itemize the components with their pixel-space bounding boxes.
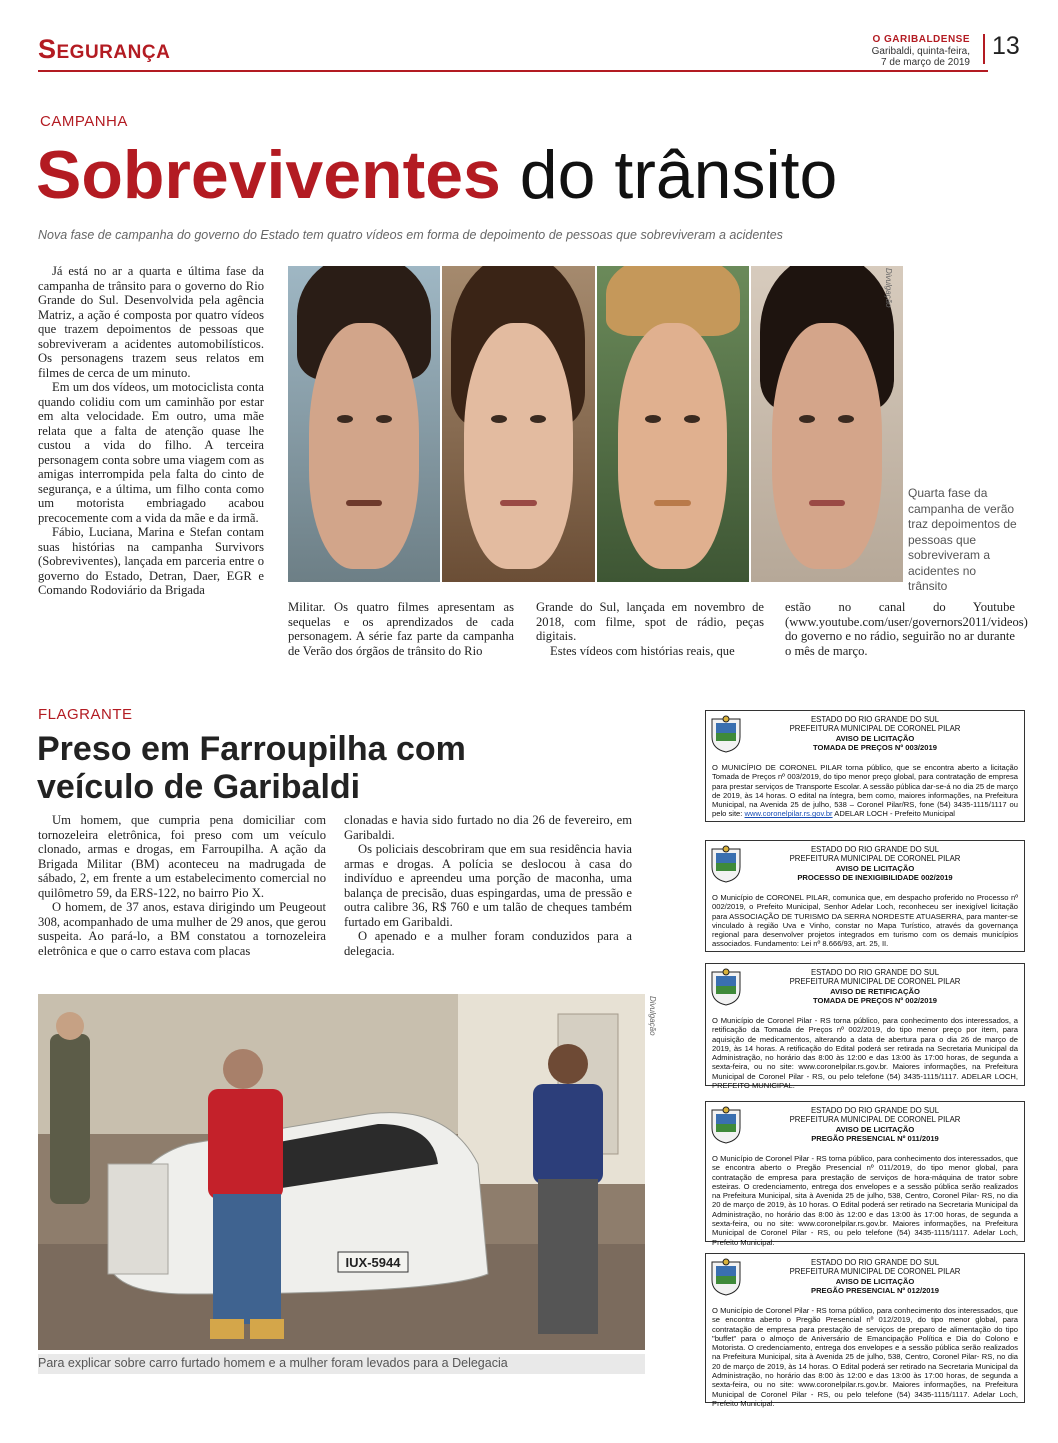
- notice-body: O Município de Coronel Pilar - RS torna público, para conhecimento dos interessados, a retificação da Tomada de Preços nº 002/2019, do tipo menor preço por item, para aquisição de medicamentos, alterando a data de abertura para o dia 26 de março de 2019, às 14 horas. A retificação do Edital poderá ser retirada na Secretaria Municipal da Administração, no horário das 8:00 às 12:00 e das 13:00 às 17:00 horas, de segunda a sexta-feira, ou no site: www.coronelpilar.rs.gov.br. Maiores informações, na Prefeitura Municipal de Coronel Pilar - RS, ou pelo telefone (54) 3435-1115/1117. ADELAR LOCH, PREFEITO MUNICIPAL.: [712, 1016, 1018, 1091]
- story2-headline: Preso em Farroupilha com veículo de Garibaldi: [37, 730, 466, 806]
- section-title: Segurança: [38, 34, 171, 64]
- notice-pregao-011: [705, 1101, 1025, 1247]
- notice-subtitle: TOMADA DE PREÇOS Nº 003/2019: [813, 742, 937, 752]
- story1-column-1: [38, 264, 264, 598]
- story1-subhead: Nova fase de campanha do governo do Estado tem quatro vídeos em forma de depoimento de pessoas que sobreviveram a acidentes: [38, 228, 783, 242]
- notice-prefecture: PREFEITURA MUNICIPAL DE CORONEL PILAR: [789, 724, 961, 734]
- photo-credit: Divulgação: [648, 996, 657, 1036]
- notice-prefecture: PREFEITURA MUNICIPAL DE CORONEL PILAR: [789, 1267, 961, 1277]
- page-number: 13: [992, 32, 1020, 60]
- notice-body: O Município de CORONEL PILAR, comunica que, em despacho proferido no Processo nº 002/2019, o Prefeito Municipal, Senhor Adelar Loch, reconheceu ser inexigível licitação para ASSOCIAÇÃO DE TURISMO DA SERRA NORDESTE ATUASERRA, para manter-se vinculado à região Uva e Vinho, constar no Mapa Turístico, através da governança regional para desenvolver projetos integrados em turismo com os demais municípios associados. Fundamento: Lei nº 8.666/93, art. 25, II.: [712, 893, 1018, 949]
- notice-tomada-003: [705, 710, 1025, 822]
- story1-kicker: CAMPANHA: [40, 113, 128, 130]
- paragraph: Em um dos vídeos, um motociclista conta quando colidiu com um caminhão por estar em alta velocidade. Em outro, uma mãe relata que a falta de atenção quase lhe custou a vida do filho. A terceira personagem conta sobre uma viagem com as amigas interrompida pela falta do cinto de segurança, e a última, um filho conta como um motorista embriagado acabou precocemente com a vida da mãe e da irmã.: [38, 380, 264, 525]
- story1-column-4: [785, 600, 1028, 658]
- paragraph: estão no canal do Youtube (www.youtube.com/user/governors2011/videos) do governo e no rádio, seguirão no ar durante o mês de março.: [785, 600, 1028, 658]
- notice-title: AVISO DE LICITAÇÃO: [835, 863, 915, 873]
- date-line-2: 7 de março de 2019: [881, 57, 970, 68]
- paragraph: O apenado e a mulher foram conduzidos para a delegacia.: [344, 929, 632, 958]
- paragraph: Os policiais descobriram que em sua residência havia armas e drogas. A polícia se deslocou à casa do indivíduo e apreendeu uma porção de maconha, uma balança de precisão, duas espingardas, uma de pressão e outra calibre 36, R$ 760 e um talão de cheques também furtado em Garibaldi.: [344, 842, 632, 929]
- paragraph: Militar. Os quatro filmes apresentam as sequelas e os aprendizados de cada personagem. A série faz parte da campanha de Verão dos órgãos de trânsito do Rio: [288, 600, 514, 658]
- portrait-marina: [751, 266, 903, 582]
- notice-prefecture: PREFEITURA MUNICIPAL DE CORONEL PILAR: [789, 854, 961, 864]
- date-line-1: Garibaldi, quinta-feira,: [871, 45, 970, 57]
- notice-body: O Município de Coronel Pilar - RS torna público, para conhecimento dos interessados, que se encontra aberto o Pregão Presencial nº 012/2019, do tipo menor global, para contratação de empresa para prestação de serviços de preparo de alimentação do tipo "buffet" para o almoço de Aniversário de Emancipação Política e Dia do Colono e Motorista. O credenciamento, entrega dos envelopes e a sessão pública serão realizados na Prefeitura Municipal, sita à Avenida 25 de julho, 538, Centro, Coronel Pilar- RS, no dia 20 de março de 2019, às 14 horas. O Edital poderá ser retirado na Secretaria Municipal da Administração, no horário das 8:00 às 12:00 e das 13:00 às 17:00 horas, de segunda a sexta-feira, ou no site: www.coronelpilar.rs.gov.br. Maiores informações, na Prefeitura Municipal de Coronel Pilar - RS, ou pelo telefone (54) 3435-1115/1117. Adelar Loch, Prefeito Municipal.: [712, 1306, 1018, 1408]
- paragraph: Grande do Sul, lançada em novembro de 2018, com filme, spot de rádio, peças digitais.: [536, 600, 764, 643]
- portrait-fabio: [288, 266, 440, 582]
- notice-subtitle: PREGÃO PRESENCIAL Nº 012/2019: [811, 1285, 939, 1295]
- notice-title: AVISO DE RETIFICAÇÃO: [830, 986, 920, 996]
- photo-credit: Divulgação: [884, 268, 893, 308]
- notice-pregao-012: [705, 1253, 1025, 1408]
- notice-subtitle: PROCESSO DE INEXIGIBILIDADE 002/2019: [797, 872, 953, 882]
- story2-caption: Para explicar sobre carro furtado homem e a mulher foram levados para a Delegacia: [38, 1354, 645, 1374]
- paragraph: Já está no ar a quarta e última fase da campanha de trânsito para o governo do Rio Grande do Sul. Desenvolvida pela agência Matriz, a ação é composta por quatro vídeos que trazem depoimentos de pessoas que sobreviveram a acidentes automobilísticos. Os personagens trazem seus relatos em filmes de cerca de um minuto.: [38, 264, 264, 380]
- header-rule: [38, 70, 988, 72]
- paragraph: Fábio, Luciana, Marina e Stefan contam suas histórias na campanha Survivors (Sobreviventes), lançada em parceria entre o governo do Estado, Detran, Daer, EGR e Comando Rodoviário da Brigada: [38, 525, 264, 597]
- license-plate: IUX-5944: [345, 1255, 401, 1270]
- notice-prefecture: PREFEITURA MUNICIPAL DE CORONEL PILAR: [789, 977, 961, 987]
- notice-body: O Município de Coronel Pilar - RS torna público, para conhecimento dos interessados, que se encontra aberto o Pregão Presencial nº 011/2019, do tipo menor global, para contratação de empresa para prestação de serviços de hora-máquina de trator sobre esteiras. O credenciamento, entrega dos envelopes e a sessão pública serão realizados na Prefeitura Municipal, sita à Avenida 25 de julho, 538, Centro, Coronel Pilar- RS, no dia 20 de março de 2019, às 10 horas. O Edital poderá ser retirado na Secretaria Municipal da Administração, no horário das 8:00 às 12:00 e das 13:00 às 17:00 horas, de segunda a sexta-feira, ou no site: www.coronelpilar.rs.gov.br. Maiores informações, na Prefeitura Municipal de Coronel Pilar - RS, ou pelo telefone (54) 3435-1115/1117. Adelar Loch, Prefeito Municipal.: [712, 1154, 1018, 1247]
- paper-name: O GARIBALDENSE: [872, 34, 970, 45]
- notice-state: ESTADO DO RIO GRANDE DO SUL: [810, 968, 940, 977]
- survivors-photo: [288, 266, 903, 582]
- story2-column-2: [344, 813, 632, 958]
- paper-meta: [872, 34, 970, 69]
- notice-subtitle: TOMADA DE PREÇOS Nº 002/2019: [813, 995, 937, 1005]
- notice-retificacao-002: [705, 963, 1025, 1091]
- notice-state: ESTADO DO RIO GRANDE DO SUL: [810, 1106, 940, 1115]
- paragraph: Estes vídeos com histórias reais, que: [550, 643, 735, 658]
- notice-subtitle: PREGÃO PRESENCIAL Nº 011/2019: [811, 1133, 939, 1143]
- story2-column-1: [38, 813, 326, 958]
- notice-state: ESTADO DO RIO GRANDE DO SUL: [810, 715, 940, 724]
- paragraph: O homem, de 37 anos, estava dirigindo um Peugeout 308, acompanhado de uma mulher de 29 anos, que gerou suspeita. Ao pará-lo, a BM constatou a tornozeleira eletrônica e que o carro estava com placas: [38, 900, 326, 958]
- paragraph: Um homem, que cumpria pena domiciliar com tornozeleira eletrônica, foi preso com um veículo clonado, armas e drogas, em Farroupilha. A ação da Brigada Militar (BM) aconteceu na madrugada de sábado, 2, em frente a um estabelecimento comercial no quilômetro 59, da ERS-122, no bairro Pio X.: [38, 813, 326, 900]
- notice-title: AVISO DE LICITAÇÃO: [835, 1124, 915, 1134]
- story1-headline: [36, 135, 837, 215]
- portrait-luciana: [442, 266, 594, 582]
- headline-rest: do trânsito: [519, 137, 838, 213]
- portrait-stefan: [597, 266, 749, 582]
- notice-state: ESTADO DO RIO GRANDE DO SUL: [810, 845, 940, 854]
- notice-body: O MUNICÍPIO DE CORONEL PILAR torna público, que se encontra aberto a licitação Tomada de Preços nº 003/2019, do tipo menor preço global, para contratação de empresa para prestar serviços de Transporte Escolar. A sessão pública dar-se-á no dia 25 de março de 2019, às 14 horas. O edital na íntegra, bem como, maiores informações, na Prefeitura Municipal, na Avenida 25 de julho, 538 – Coronel Pilar/RS, fone (54) 3435-1115/1117 ou pelo site: www.coronelpilar.rs.gov.br ADELAR LOCH - Prefeito Municipal: [712, 763, 1018, 819]
- arrest-photo: [38, 994, 645, 1350]
- notice-title: AVISO DE LICITAÇÃO: [835, 733, 915, 743]
- arrest-scene: [38, 994, 645, 1350]
- story1-column-3: [536, 600, 764, 658]
- notice-title: AVISO DE LICITAÇÃO: [835, 1276, 915, 1286]
- story1-caption: Quarta fase da campanha de verão traz depoimentos de pessoas que sobreviveram a acidentes no trânsito: [908, 486, 1017, 593]
- headline-bold: Sobreviventes: [36, 137, 501, 213]
- story1-column-2: [288, 600, 514, 658]
- notice-state: ESTADO DO RIO GRANDE DO SUL: [810, 1258, 940, 1267]
- notice-inexigibilidade-002: [705, 840, 1025, 952]
- page-number-separator: [983, 34, 985, 64]
- paragraph: clonadas e havia sido furtado no dia 26 de fevereiro, em Garibaldi.: [344, 813, 632, 842]
- notice-link[interactable]: www.coronelpilar.rs.gov.br: [744, 809, 833, 819]
- story2-kicker: FLAGRANTE: [38, 706, 133, 723]
- notice-prefecture: PREFEITURA MUNICIPAL DE CORONEL PILAR: [789, 1115, 961, 1125]
